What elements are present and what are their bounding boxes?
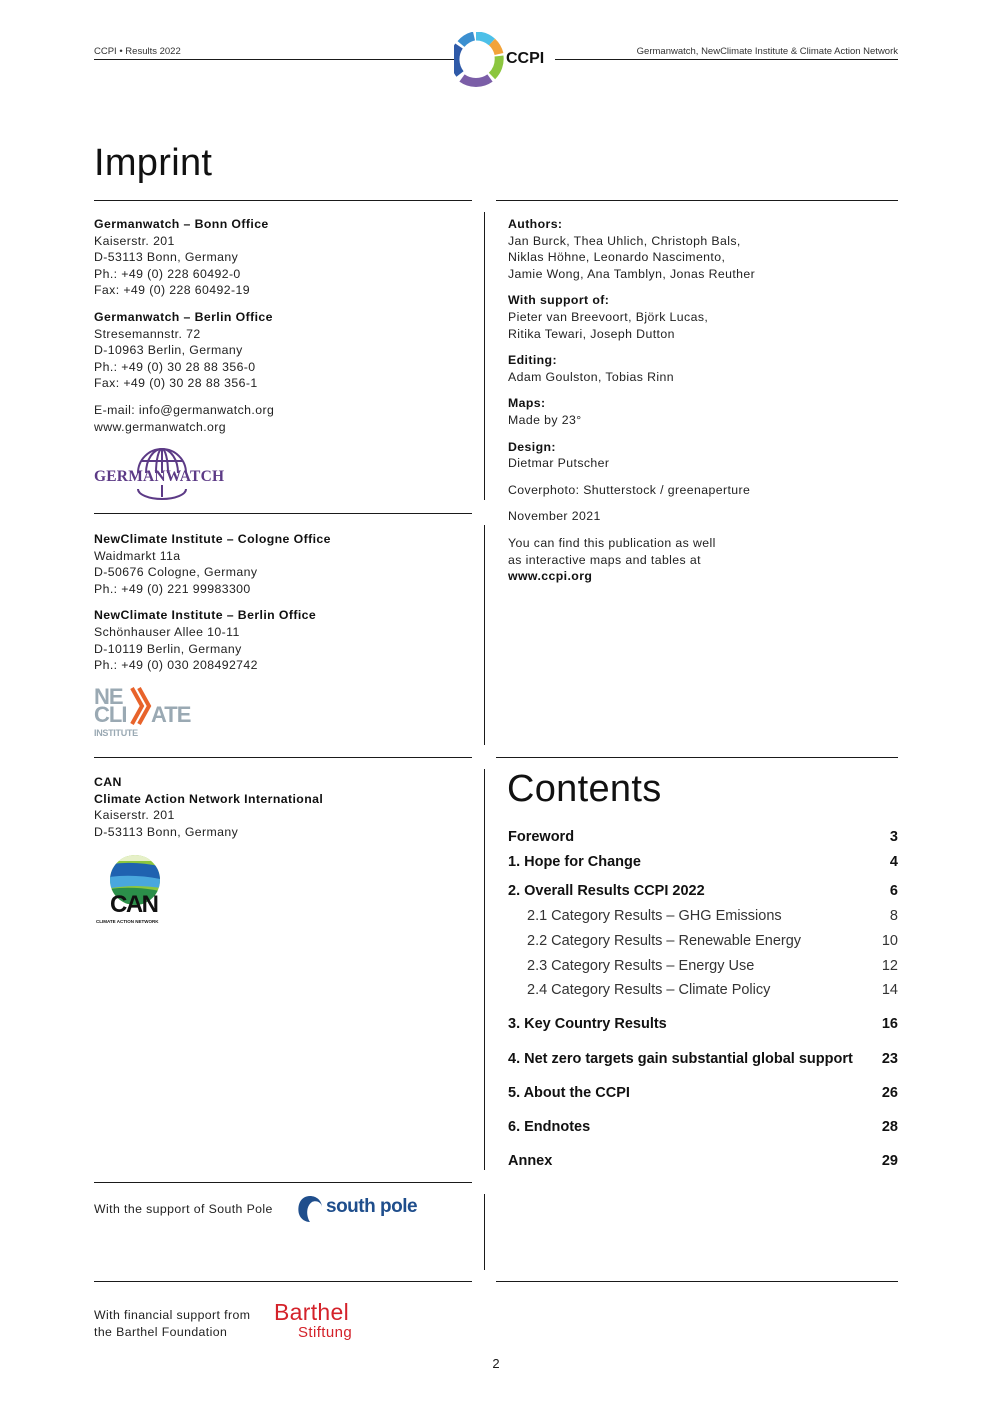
imprint-rule-right-top bbox=[496, 200, 898, 201]
toc-item-label: 6. Endnotes bbox=[508, 1119, 591, 1135]
contents-title: Contents bbox=[507, 768, 662, 810]
can-heading: CAN bbox=[94, 775, 122, 789]
address-line: D-53113 Bonn, Germany bbox=[94, 250, 239, 265]
toc-item[interactable] bbox=[508, 854, 898, 870]
toc-subitem[interactable] bbox=[527, 958, 898, 974]
rule-after-germanwatch bbox=[94, 513, 472, 514]
running-header-right: Germanwatch, NewClimate Institute & Climate Action Network bbox=[636, 46, 898, 57]
barthel-text bbox=[94, 1307, 250, 1340]
ccpi-logo bbox=[454, 32, 554, 88]
authors-line: Niklas Höhne, Leonardo Nascimento, bbox=[508, 250, 726, 265]
toc-item-label: 2. Overall Results CCPI 2022 bbox=[508, 883, 705, 899]
maps-label: Maps: bbox=[508, 396, 546, 411]
find-line: as interactive maps and tables at bbox=[508, 552, 701, 567]
toc-item-label: 2.4 Category Results – Climate Policy bbox=[527, 982, 771, 998]
newclimate-logo-line3: INSTITUTE bbox=[94, 728, 138, 738]
authors-line: Jamie Wong, Ana Tamblyn, Jonas Reuther bbox=[508, 266, 756, 281]
can-full-name: Climate Action Network International bbox=[94, 791, 324, 806]
toc-item-page: 14 bbox=[881, 982, 898, 998]
toc-item-page: 8 bbox=[889, 908, 898, 924]
design-label: Design: bbox=[508, 439, 556, 454]
can-logo bbox=[96, 853, 176, 927]
phone-line: Ph.: +49 (0) 30 28 88 356-0 bbox=[94, 359, 256, 374]
header-rule-left bbox=[94, 59, 456, 60]
newclimate-logo-line2b: ATE bbox=[151, 702, 191, 727]
toc-item-label: Foreword bbox=[508, 829, 575, 845]
can-logo-text: CAN bbox=[110, 891, 158, 918]
address-line: D-10963 Berlin, Germany bbox=[94, 343, 243, 358]
support-line: Pieter van Breevoort, Björk Lucas, bbox=[508, 309, 709, 324]
toc-subitem[interactable] bbox=[527, 908, 898, 924]
toc-item-label: 2.1 Category Results – GHG Emissions bbox=[527, 908, 782, 924]
germanwatch-logo bbox=[94, 445, 234, 501]
page-number: 2 bbox=[492, 1356, 500, 1371]
toc-item-page: 10 bbox=[881, 933, 898, 949]
germanwatch-logo-text: GERMANWATCH bbox=[94, 468, 225, 485]
toc-item-page: 4 bbox=[889, 854, 898, 870]
editing-line: Adam Goulston, Tobias Rinn bbox=[508, 369, 675, 384]
toc-item-label: 2.2 Category Results – Renewable Energy bbox=[527, 933, 802, 949]
germanwatch-email: E-mail: info@germanwatch.org bbox=[94, 402, 275, 417]
column-divider-1 bbox=[484, 212, 485, 500]
column-divider-3 bbox=[484, 769, 485, 1170]
ccpi-website-link[interactable]: www.ccpi.org bbox=[508, 569, 593, 584]
address-line: Schönhauser Allee 10-11 bbox=[94, 624, 240, 639]
toc-item[interactable] bbox=[508, 1153, 898, 1169]
barthel-text-line: the Barthel Foundation bbox=[94, 1324, 228, 1339]
column-divider-4 bbox=[484, 1194, 485, 1270]
toc-item-label: 1. Hope for Change bbox=[508, 854, 641, 870]
imprint-rule-left-top bbox=[94, 200, 472, 201]
toc-item-page: 26 bbox=[881, 1085, 898, 1101]
toc-item-page: 29 bbox=[881, 1153, 898, 1169]
support-line: Ritika Tewari, Joseph Dutton bbox=[508, 326, 675, 341]
coverphoto-credit: Coverphoto: Shutterstock / greenaperture bbox=[508, 482, 751, 497]
newclimate-cologne-heading: NewClimate Institute – Cologne Office bbox=[94, 532, 331, 546]
toc-item[interactable] bbox=[508, 1085, 898, 1101]
authors-label: Authors: bbox=[508, 217, 563, 231]
barthel-text-line: With financial support from bbox=[94, 1308, 251, 1322]
newclimate-logo-line2a: CLI bbox=[94, 702, 127, 727]
toc-subitem[interactable] bbox=[527, 933, 898, 949]
credits-block bbox=[508, 216, 898, 595]
chevron-mark-icon bbox=[130, 686, 152, 726]
toc-item-page: 28 bbox=[881, 1119, 898, 1135]
address-line: D-10119 Berlin, Germany bbox=[94, 641, 242, 656]
publication-date: November 2021 bbox=[508, 509, 601, 524]
toc-item-label: 2.3 Category Results – Energy Use bbox=[527, 958, 755, 974]
editing-label: Editing: bbox=[508, 353, 557, 368]
address-line: Kaiserstr. 201 bbox=[94, 233, 175, 248]
toc-item-label: 4. Net zero targets gain substantial global support bbox=[508, 1051, 853, 1067]
column-divider-2 bbox=[484, 525, 485, 745]
address-line: Stresemannstr. 72 bbox=[94, 326, 201, 341]
find-line: You can find this publication as well bbox=[508, 535, 716, 550]
barthel-logo bbox=[274, 1299, 370, 1343]
toc-item[interactable] bbox=[508, 1051, 898, 1067]
newclimate-berlin-heading: NewClimate Institute – Berlin Office bbox=[94, 608, 317, 623]
southpole-penguin-icon bbox=[296, 1194, 324, 1224]
toc-item-page: 6 bbox=[889, 883, 898, 899]
toc-item[interactable] bbox=[508, 883, 898, 899]
address-line: Waidmarkt 11a bbox=[94, 548, 181, 563]
phone-line: Ph.: +49 (0) 030 208492742 bbox=[94, 658, 258, 673]
rule-right-bottom bbox=[496, 1281, 898, 1282]
toc-item-label: 5. About the CCPI bbox=[508, 1085, 630, 1101]
germanwatch-block bbox=[94, 216, 472, 445]
barthel-logo-line2: Stiftung bbox=[298, 1324, 353, 1341]
running-header-left: CCPI • Results 2022 bbox=[94, 46, 181, 57]
rule-after-can bbox=[94, 1182, 472, 1183]
toc-item[interactable] bbox=[508, 829, 898, 845]
toc-item-page: 3 bbox=[889, 829, 898, 845]
address-line: Kaiserstr. 201 bbox=[94, 808, 175, 823]
maps-line: Made by 23° bbox=[508, 412, 582, 427]
can-block bbox=[94, 774, 472, 850]
toc-item-page: 23 bbox=[881, 1051, 898, 1067]
toc-item-page: 12 bbox=[881, 958, 898, 974]
ccpi-ring-icon bbox=[454, 32, 504, 88]
southpole-text: With the support of South Pole bbox=[94, 1202, 273, 1216]
germanwatch-bonn-heading: Germanwatch – Bonn Office bbox=[94, 217, 269, 231]
barthel-logo-line1: Barthel bbox=[274, 1299, 349, 1325]
fax-line: Fax: +49 (0) 228 60492-19 bbox=[94, 283, 250, 298]
toc-item-page: 16 bbox=[881, 1016, 898, 1032]
germanwatch-website: www.germanwatch.org bbox=[94, 419, 226, 434]
toc-subitem[interactable] bbox=[527, 982, 898, 998]
newclimate-logo-line1: NE bbox=[94, 684, 123, 709]
southpole-logo bbox=[296, 1194, 426, 1224]
address-line: D-53113 Bonn, Germany bbox=[94, 824, 239, 839]
ccpi-logo-text: CCPI bbox=[506, 50, 545, 67]
phone-line: Ph.: +49 (0) 228 60492-0 bbox=[94, 266, 241, 281]
rule-after-southpole bbox=[94, 1281, 472, 1282]
toc-item-label: Annex bbox=[508, 1153, 553, 1169]
imprint-title: Imprint bbox=[94, 142, 213, 184]
toc-item[interactable] bbox=[508, 1016, 898, 1032]
design-line: Dietmar Putscher bbox=[508, 456, 610, 471]
header-rule-right bbox=[555, 59, 898, 60]
phone-line: Ph.: +49 (0) 221 99983300 bbox=[94, 581, 251, 596]
newclimate-logo bbox=[94, 686, 204, 740]
southpole-logo-text: south pole bbox=[326, 1196, 418, 1217]
newclimate-block bbox=[94, 531, 472, 684]
address-line: D-50676 Cologne, Germany bbox=[94, 565, 258, 580]
support-label: With support of: bbox=[508, 293, 610, 308]
fax-line: Fax: +49 (0) 30 28 88 356-1 bbox=[94, 376, 258, 391]
toc-item-label: 3. Key Country Results bbox=[508, 1016, 667, 1032]
authors-line: Jan Burck, Thea Uhlich, Christoph Bals, bbox=[508, 233, 741, 248]
rule-after-newclimate bbox=[94, 757, 472, 758]
contents-rule-top bbox=[496, 757, 898, 758]
toc-item[interactable] bbox=[508, 1119, 898, 1135]
can-logo-subtext: CLIMATE ACTION NETWORK bbox=[96, 919, 159, 924]
germanwatch-berlin-heading: Germanwatch – Berlin Office bbox=[94, 309, 273, 324]
